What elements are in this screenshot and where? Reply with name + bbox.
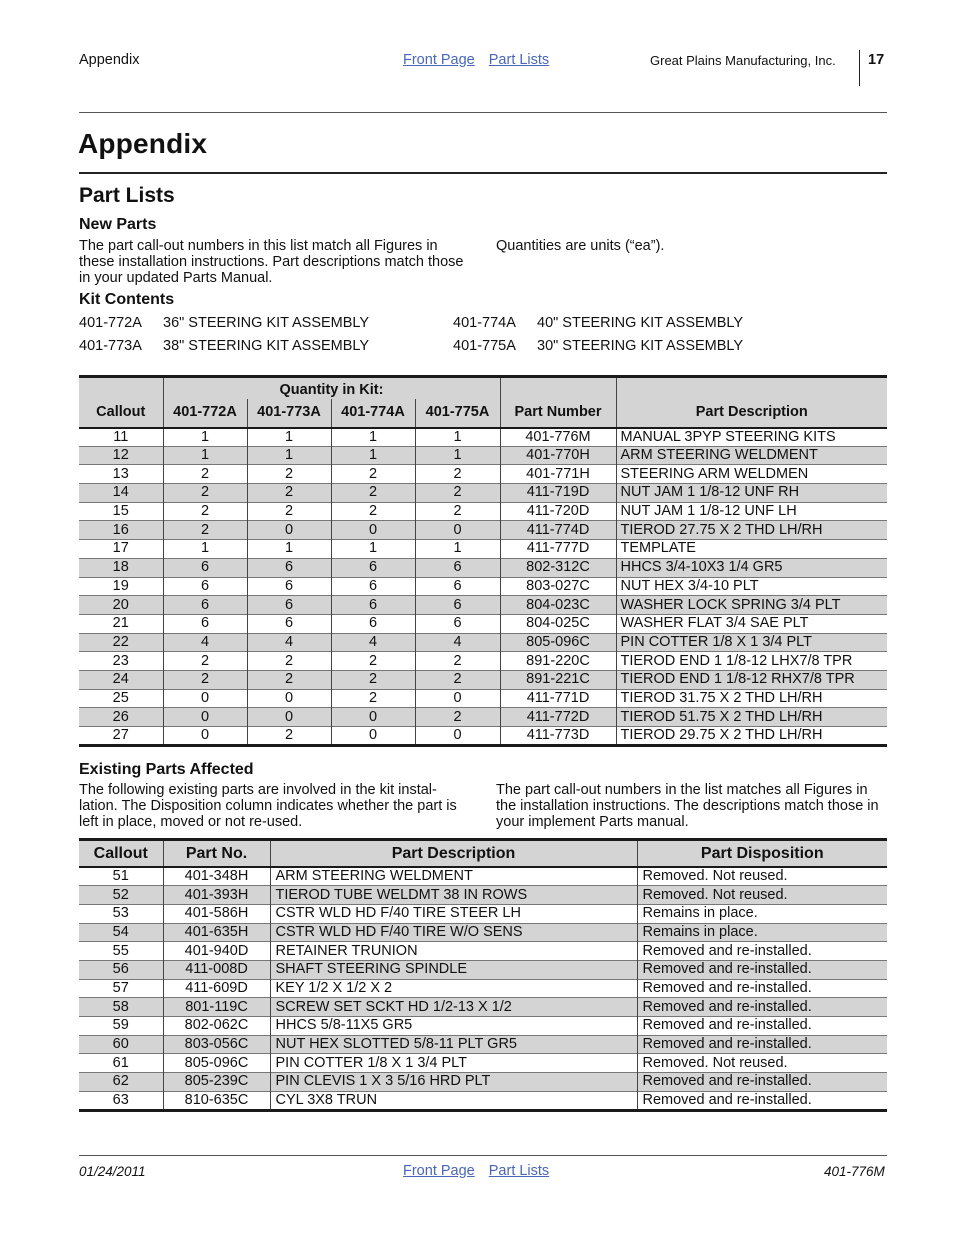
header-rule [79, 112, 887, 113]
table-cell: HHCS 5/8-11X5 GR5 [270, 1017, 637, 1036]
table-cell: 810-635C [163, 1091, 270, 1110]
table-cell: Remains in place. [637, 923, 887, 942]
table-cell: 53 [79, 904, 163, 923]
table-cell: TIEROD 27.75 X 2 THD LH/RH [616, 521, 887, 540]
table-cell: 0 [331, 708, 415, 727]
table-row [79, 1073, 887, 1092]
title-rule [79, 172, 887, 174]
header-links [403, 52, 563, 68]
table-cell: 0 [163, 727, 247, 746]
table-row [79, 1091, 887, 1110]
kit-number: 401-773A [79, 338, 142, 354]
kit-item [453, 338, 743, 354]
table-cell: 411-773D [500, 727, 616, 746]
kit-name: 40" STEERING KIT ASSEMBLY [537, 315, 744, 331]
table-cell: 6 [247, 596, 331, 615]
table-cell: 59 [79, 1017, 163, 1036]
table-cell: 51 [79, 867, 163, 886]
table-cell: SCREW SET SCKT HD 1/2-13 X 1/2 [270, 998, 637, 1017]
table-cell: 2 [247, 465, 331, 484]
column-header-kit: 401-773A [247, 399, 331, 428]
table-row [79, 465, 887, 484]
table-cell: TIEROD 29.75 X 2 THD LH/RH [616, 727, 887, 746]
table-cell: 411-609D [163, 979, 270, 998]
kit-contents-heading: Kit Contents [79, 291, 175, 308]
table-cell: CSTR WLD HD F/40 TIRE W/O SENS [270, 923, 637, 942]
table-cell: HHCS 3/4-10X3 1/4 GR5 [616, 558, 887, 577]
table-cell: 58 [79, 998, 163, 1017]
table-cell: 0 [331, 727, 415, 746]
table-cell: 25 [79, 689, 163, 708]
table-cell: 24 [79, 670, 163, 689]
table-cell: TIEROD TUBE WELDMT 38 IN ROWS [270, 886, 637, 905]
kit-name: 30" STEERING KIT ASSEMBLY [537, 338, 744, 354]
table-cell: 0 [331, 521, 415, 540]
table-cell: 21 [79, 614, 163, 633]
table-row [79, 867, 887, 886]
table-cell: 2 [247, 652, 331, 671]
table-cell: 805-239C [163, 1073, 270, 1092]
table-row [79, 1017, 887, 1036]
table-cell: WASHER FLAT 3/4 SAE PLT [616, 614, 887, 633]
table-cell: 6 [247, 614, 331, 633]
table-cell: 6 [163, 558, 247, 577]
table-cell: Removed and re-installed. [637, 998, 887, 1017]
table-cell: 1 [247, 446, 331, 465]
table-cell: 1 [331, 446, 415, 465]
table-cell: 6 [415, 558, 500, 577]
table-cell: 2 [247, 484, 331, 503]
table-cell: 411-008D [163, 960, 270, 979]
kit-name: 36" STEERING KIT ASSEMBLY [163, 315, 370, 331]
table-cell: NUT HEX SLOTTED 5/8-11 PLT GR5 [270, 1035, 637, 1054]
table-cell: NUT HEX 3/4-10 PLT [616, 577, 887, 596]
table-cell: TIEROD 31.75 X 2 THD LH/RH [616, 689, 887, 708]
table-cell: 4 [331, 633, 415, 652]
table-row [79, 708, 887, 727]
table-cell: 411-772D [500, 708, 616, 727]
table-cell: 57 [79, 979, 163, 998]
table-cell: WASHER LOCK SPRING 3/4 PLT [616, 596, 887, 615]
table-cell: 0 [415, 521, 500, 540]
company-name: Great Plains Manufacturing, Inc. [650, 53, 836, 68]
table-cell: 401-770H [500, 446, 616, 465]
table-cell: 803-056C [163, 1035, 270, 1054]
table-cell: 54 [79, 923, 163, 942]
table-cell: 6 [163, 577, 247, 596]
table-row [79, 596, 887, 615]
table-cell: 6 [163, 614, 247, 633]
table-cell: 14 [79, 484, 163, 503]
table-cell: 6 [331, 596, 415, 615]
table-row [79, 614, 887, 633]
table-cell: 2 [415, 708, 500, 727]
quantity-in-kit-header: Quantity in Kit: [163, 377, 500, 399]
column-header-part-description: Part Description [616, 377, 887, 428]
table-cell: PIN CLEVIS 1 X 3 5/16 HRD PLT [270, 1073, 637, 1092]
table-row [79, 446, 887, 465]
table-cell: Removed and re-installed. [637, 1073, 887, 1092]
table-cell: TIEROD END 1 1/8-12 LHX7/8 TPR [616, 652, 887, 671]
table-row [79, 652, 887, 671]
table-cell: 401-771H [500, 465, 616, 484]
table-cell: 411-720D [500, 502, 616, 521]
table-cell: Removed and re-installed. [637, 1091, 887, 1110]
column-header-kit: 401-774A [331, 399, 415, 428]
table-cell: 18 [79, 558, 163, 577]
table-cell: 6 [247, 558, 331, 577]
table-cell: 0 [415, 727, 500, 746]
table-row [79, 942, 887, 961]
table-cell: 0 [415, 689, 500, 708]
footer-rule [79, 1155, 887, 1156]
table-cell: ARM STEERING WELDMENT [616, 446, 887, 465]
table-cell: 801-119C [163, 998, 270, 1017]
table-row [79, 502, 887, 521]
header-divider [859, 50, 860, 86]
table-row [79, 923, 887, 942]
table-row [79, 540, 887, 559]
table-cell: 805-096C [163, 1054, 270, 1073]
table-cell: 891-221C [500, 670, 616, 689]
table-cell: Removed and re-installed. [637, 979, 887, 998]
footer-doc-number: 401-776M [824, 1164, 885, 1179]
table-row [79, 428, 887, 447]
table-cell: MANUAL 3PYP STEERING KITS [616, 428, 887, 447]
footer-date: 01/24/2011 [79, 1164, 146, 1179]
table-cell: ARM STEERING WELDMENT [270, 867, 637, 886]
table-cell: 2 [247, 502, 331, 521]
table-cell: STEERING ARM WELDMEN [616, 465, 887, 484]
table-cell: 56 [79, 960, 163, 979]
table-cell: Removed and re-installed. [637, 1017, 887, 1036]
table-cell: 2 [415, 670, 500, 689]
table-cell: SHAFT STEERING SPINDLE [270, 960, 637, 979]
table-cell: 1 [247, 428, 331, 447]
table-cell: NUT JAM 1 1/8-12 UNF RH [616, 484, 887, 503]
new-parts-table [79, 375, 887, 747]
table-row [79, 577, 887, 596]
table-row [79, 727, 887, 746]
table-row [79, 521, 887, 540]
column-header-callout: Callout [79, 840, 163, 868]
table-cell: 60 [79, 1035, 163, 1054]
new-parts-heading: New Parts [79, 216, 157, 233]
table-cell: NUT JAM 1 1/8-12 UNF LH [616, 502, 887, 521]
page-number: 17 [868, 52, 885, 68]
table-cell: 4 [163, 633, 247, 652]
table-cell: 411-719D [500, 484, 616, 503]
table-cell: 802-062C [163, 1017, 270, 1036]
page-title: Appendix [78, 128, 208, 159]
table-cell: 2 [415, 465, 500, 484]
table-cell: 2 [163, 484, 247, 503]
table-cell: 0 [163, 689, 247, 708]
table-row [79, 558, 887, 577]
table-row [79, 633, 887, 652]
table-cell: 1 [415, 446, 500, 465]
table-cell: 52 [79, 886, 163, 905]
table-cell: PIN COTTER 1/8 X 1 3/4 PLT [270, 1054, 637, 1073]
table-cell: 2 [163, 521, 247, 540]
table-cell: 6 [331, 558, 415, 577]
table-cell: 0 [247, 708, 331, 727]
table-cell: 6 [331, 577, 415, 596]
table-cell: 19 [79, 577, 163, 596]
table-cell: 2 [331, 670, 415, 689]
table-cell: 6 [163, 596, 247, 615]
table-cell: 2 [247, 727, 331, 746]
table-cell: 23 [79, 652, 163, 671]
table-cell: 0 [247, 689, 331, 708]
table-cell: 1 [331, 428, 415, 447]
table-cell: 401-586H [163, 904, 270, 923]
table-cell: 2 [331, 652, 415, 671]
table-row [79, 960, 887, 979]
table-cell: 411-777D [500, 540, 616, 559]
table-cell: TEMPLATE [616, 540, 887, 559]
table-row [79, 979, 887, 998]
front-page-link[interactable]: Front Page [403, 52, 475, 68]
table-cell: 401-635H [163, 923, 270, 942]
table-row [79, 1035, 887, 1054]
table-cell: Removed and re-installed. [637, 960, 887, 979]
table-cell: 6 [415, 596, 500, 615]
table-cell: 22 [79, 633, 163, 652]
table-cell: 20 [79, 596, 163, 615]
kit-number: 401-774A [453, 315, 516, 331]
table-cell: CSTR WLD HD F/40 TIRE STEER LH [270, 904, 637, 923]
existing-parts-table [79, 838, 887, 1112]
column-header-part-disposition: Part Disposition [637, 840, 887, 868]
table-cell: 401-776M [500, 428, 616, 447]
table-cell: 62 [79, 1073, 163, 1092]
part-lists-link[interactable]: Part Lists [488, 52, 550, 68]
table-cell: 61 [79, 1054, 163, 1073]
table-row [79, 689, 887, 708]
table-cell: 411-771D [500, 689, 616, 708]
table-cell: 13 [79, 465, 163, 484]
table-cell: Removed and re-installed. [637, 942, 887, 961]
kit-item [79, 338, 369, 354]
kit-item [453, 315, 743, 331]
column-header-part-no: Part No. [163, 840, 270, 868]
table-cell: 2 [331, 465, 415, 484]
table-cell: 2 [331, 484, 415, 503]
table-cell: 2 [331, 502, 415, 521]
front-page-link[interactable]: Front Page [403, 1163, 475, 1179]
existing-parts-text-right: The part call-out numbers in the list matches all Figures in the installation instructions. The descriptions match those in your implement Parts manual. [496, 782, 879, 830]
table-cell: 2 [163, 502, 247, 521]
table-cell: 1 [331, 540, 415, 559]
table-cell: 805-096C [500, 633, 616, 652]
table-cell: PIN COTTER 1/8 X 1 3/4 PLT [616, 633, 887, 652]
table-cell: 17 [79, 540, 163, 559]
table-cell: 2 [247, 670, 331, 689]
existing-parts-text-left: The following existing parts are involved in the kit instal-lation. The Disposition column indicates whether the part is left in place, moved or not re-used. [79, 782, 457, 830]
table-row [79, 886, 887, 905]
table-cell: Removed and re-installed. [637, 1035, 887, 1054]
table-row [79, 998, 887, 1017]
table-cell: KEY 1/2 X 1/2 X 2 [270, 979, 637, 998]
part-lists-link[interactable]: Part Lists [488, 1163, 550, 1179]
table-cell: 2 [415, 652, 500, 671]
table-row [79, 670, 887, 689]
table-cell: 401-940D [163, 942, 270, 961]
table-cell: Remains in place. [637, 904, 887, 923]
table-cell: 4 [415, 633, 500, 652]
table-cell: 6 [415, 577, 500, 596]
table-cell: 11 [79, 428, 163, 447]
column-header-kit: 401-775A [415, 399, 500, 428]
table-cell: 27 [79, 727, 163, 746]
table-cell: Removed. Not reused. [637, 1054, 887, 1073]
table-cell: 6 [247, 577, 331, 596]
table-cell: 1 [415, 428, 500, 447]
table-cell: 401-393H [163, 886, 270, 905]
table-cell: 4 [247, 633, 331, 652]
header-section-label: Appendix [79, 52, 140, 68]
table-cell: 804-025C [500, 614, 616, 633]
column-header-part-number: Part Number [500, 377, 616, 428]
section-title: Part Lists [79, 184, 175, 207]
table-cell: 15 [79, 502, 163, 521]
table-cell: 804-023C [500, 596, 616, 615]
table-cell: 891-220C [500, 652, 616, 671]
table-cell: RETAINER TRUNION [270, 942, 637, 961]
new-parts-text-right: Quantities are units (“ea”). [496, 238, 665, 254]
table-row [79, 904, 887, 923]
table-cell: Removed. Not reused. [637, 867, 887, 886]
table-cell: 802-312C [500, 558, 616, 577]
table-cell: 16 [79, 521, 163, 540]
table-cell: 0 [163, 708, 247, 727]
table-cell: 401-348H [163, 867, 270, 886]
table-cell: 6 [331, 614, 415, 633]
table-cell: 1 [163, 540, 247, 559]
footer-links [403, 1163, 563, 1179]
table-cell: 55 [79, 942, 163, 961]
table-cell: 1 [163, 446, 247, 465]
table-cell: 0 [247, 521, 331, 540]
column-header-kit: 401-772A [163, 399, 247, 428]
table-cell: 2 [415, 484, 500, 503]
table-row [79, 484, 887, 503]
existing-parts-heading: Existing Parts Affected [79, 761, 254, 778]
table-cell: 2 [163, 465, 247, 484]
table-cell: 26 [79, 708, 163, 727]
table-cell: 803-027C [500, 577, 616, 596]
table-cell: 1 [247, 540, 331, 559]
table-cell: TIEROD 51.75 X 2 THD LH/RH [616, 708, 887, 727]
table-cell: TIEROD END 1 1/8-12 RHX7/8 TPR [616, 670, 887, 689]
table-cell: 6 [415, 614, 500, 633]
table-cell: 2 [331, 689, 415, 708]
kit-item [79, 315, 369, 331]
column-header-callout: Callout [79, 377, 163, 428]
table-cell: 1 [163, 428, 247, 447]
kit-number: 401-775A [453, 338, 516, 354]
table-cell: 2 [163, 652, 247, 671]
table-cell: CYL 3X8 TRUN [270, 1091, 637, 1110]
new-parts-text-left: The part call-out numbers in this list match all Figures in these installation instructions. Part descriptions match those in your updated Parts Manual. [79, 238, 464, 286]
kit-name: 38" STEERING KIT ASSEMBLY [163, 338, 370, 354]
table-cell: 1 [415, 540, 500, 559]
table-cell: 12 [79, 446, 163, 465]
table-cell: 63 [79, 1091, 163, 1110]
table-cell: Removed. Not reused. [637, 886, 887, 905]
table-cell: 2 [163, 670, 247, 689]
column-header-part-description: Part Description [270, 840, 637, 868]
table-cell: 2 [415, 502, 500, 521]
table-row [79, 1054, 887, 1073]
kit-number: 401-772A [79, 315, 142, 331]
table-cell: 411-774D [500, 521, 616, 540]
